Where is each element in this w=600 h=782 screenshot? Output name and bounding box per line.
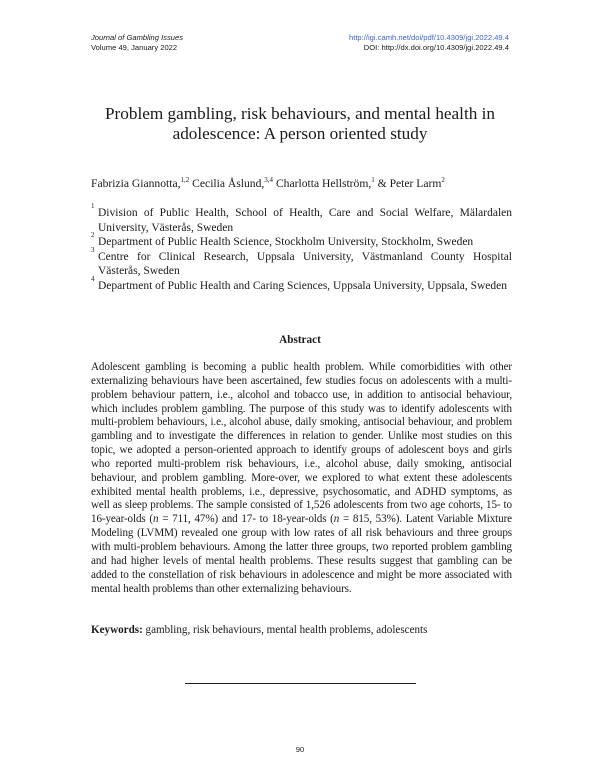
journal-name: Journal of Gambling Issues	[91, 33, 184, 42]
footnote-divider	[185, 683, 416, 684]
paper-title: Problem gambling, risk behaviours, and mental health in adolescence: A person oriented study	[105, 104, 495, 143]
affiliation-item	[91, 231, 512, 250]
doi-text: DOI: http://dx.doi.org/10.4309/jgi.2022.49.4	[363, 42, 509, 52]
author-name: Cecilia Åslund,	[189, 177, 265, 190]
affiliation-list	[91, 202, 512, 294]
abstract-n-symbol: n	[153, 513, 159, 526]
abstract-heading: Abstract	[279, 334, 321, 346]
page-number: 90	[295, 745, 305, 754]
abstract-text: = 711, 47%) and 17- to 18-year-olds (	[158, 513, 334, 526]
author-name: Charlotta Hellström,	[273, 177, 372, 190]
affiliation-number: 1	[91, 202, 95, 210]
author-name: & Peter Larm	[374, 177, 442, 190]
keywords-label: Keywords:	[91, 624, 143, 636]
author-affil-sup: 1,2	[180, 176, 190, 184]
author-affil-sup: 2	[441, 176, 445, 184]
affiliation-item	[91, 202, 512, 235]
affiliation-text: Centre for Clinical Research, Uppsala University, Västmanland County Hospital Västerås, Sweden	[98, 250, 512, 278]
affiliation-number: 3	[91, 245, 95, 254]
abstract-text: Adolescent gambling is becoming a public health problem. While comorbidities with other externalizing behaviours have been ascertained, few studies focus on adolescents with a multi-problem behaviour pattern, i.e., alcohol and tobacco use, in addition to antisocial behaviour, which includes problem gambling. The purpose of this study was to identify adolescents with multi-problem behaviours, i.e., alcohol abuse, daily smoking, antisocial behaviour, and problem gambling and to investigate the differences in relation to gender. Unlike most studies on this topic, we adopted a person-oriented approach to identify groups of adolescent boys and girls who reported multi-problem risk behaviours, i.e., alcohol abuse, daily smoking, antisocial behaviour, and problem gambling. More-over, we explored to what extent these adolescents exhibited mental health problems, i.e., depressive, psychosomatic, and ADHD symptoms, as well as sleep problems. The sample consisted of 1,526 adolescents from two age cohorts, 15- to 16-year-olds (	[91, 361, 512, 526]
author-affil-sup: 3,4	[264, 176, 274, 184]
abstract-n-symbol: n	[333, 513, 340, 526]
author-name: Fabrizia Giannotta,	[91, 177, 181, 190]
affiliation-text: Department of Public Health and Caring Sciences, Uppsala University, Uppsala, Sweden	[98, 279, 507, 292]
keywords-text: gambling, risk behaviours, mental health problems, adolescents	[145, 624, 428, 636]
keywords-line	[91, 624, 512, 636]
journal-header	[91, 33, 183, 52]
affiliation-item	[91, 245, 512, 279]
article-url-link[interactable]: http://igi.camh.net/doi/pdf/10.4309/jgi.2022.49.4	[348, 33, 509, 42]
affiliation-number: 2	[91, 231, 95, 240]
affiliation-item	[91, 274, 512, 294]
affiliation-number: 4	[91, 274, 95, 283]
author-affil-sup: 1	[371, 176, 375, 184]
abstract-text: = 815, 53%). Latent Variable Mixture Modeling (LVMM) revealed one group with low rates of all risk behaviours and three groups with multi-problem behaviours. Among the latter three groups, two reported problem gambling and had higher levels of mental health problems. These results suggest that gambling can be added to the constellation of risk behaviours in adolescence and might be more associated with mental health problems than other externalizing behaviours.	[91, 513, 512, 595]
affiliation-text: Department of Public Health Science, Stockholm University, Stockholm, Sweden	[98, 236, 474, 249]
affiliation-text: Division of Public Health, School of Health, Care and Social Welfare, Mälardalen University, Västerås, Sweden	[98, 207, 512, 234]
journal-volume: Volume 49, January 2022	[91, 42, 178, 52]
abstract-body	[91, 361, 512, 596]
author-list	[91, 177, 445, 190]
doi-header	[349, 33, 509, 52]
